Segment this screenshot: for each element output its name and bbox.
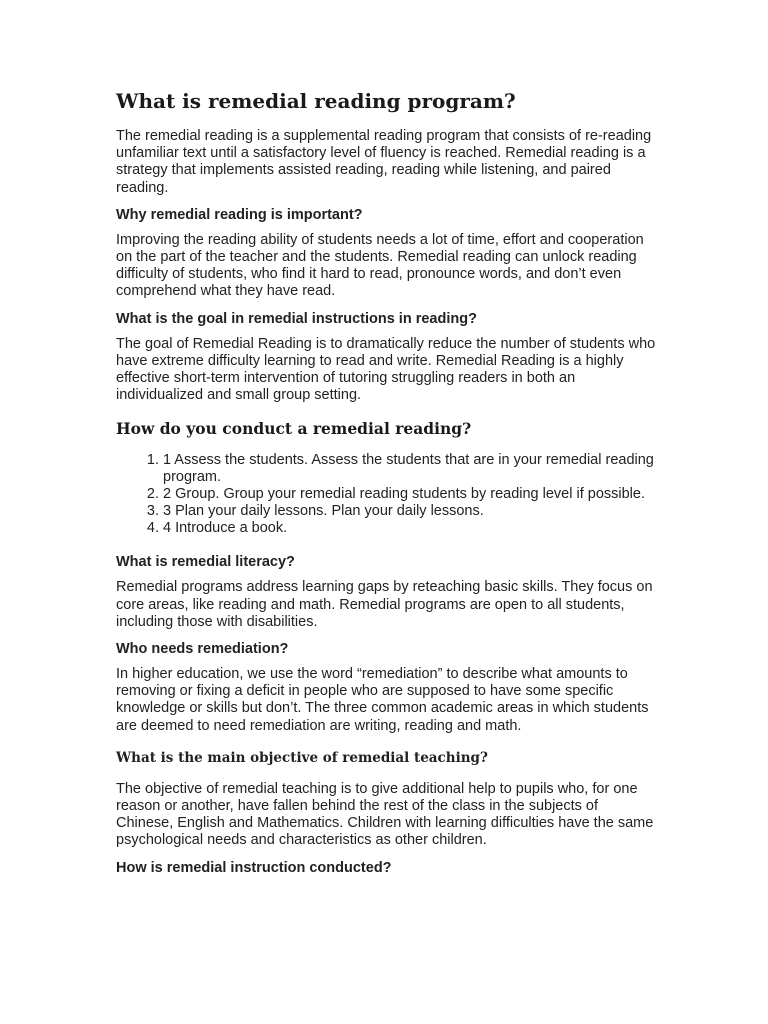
how-heading: How is remedial instruction conducted? — [116, 859, 392, 876]
conduct-step-2: 2. 2 Group. Group your remedial reading students by reading level if possible. — [163, 486, 656, 503]
who-heading: Who needs remediation? — [116, 641, 289, 658]
page-title: What is remedial reading program? — [116, 89, 516, 113]
conduct-step-4: 4. 4 Introduce a book. — [163, 520, 656, 537]
goal-heading: What is the goal in remedial instructions in reading? — [116, 310, 477, 327]
conduct-heading: How do you conduct a remedial reading? — [116, 419, 472, 439]
literacy-paragraph: Remedial programs address learning gaps by reteaching basic skills. They focus on core areas, like reading and math. Remedial programs are open to all students, including those with disabilities. — [116, 579, 653, 630]
intro-paragraph: The remedial reading is a supplemental reading program that consists of re-reading unfamiliar text until a satisfactory level of fluency is reached. Remedial reading is a strategy that implements assisted reading, reading while listening, and paired reading. — [116, 128, 652, 196]
goal-paragraph: The goal of Remedial Reading is to dramatically reduce the number of students who have extreme difficulty learning to read and write. Remedial Reading is a highly effective short-term intervention of tutoring struggling readers in both an individualized and small group setting. — [116, 335, 656, 404]
objective-heading: What is the main objective of remedial teaching? — [116, 749, 488, 766]
who-paragraph: In higher education, we use the word “remediation” to describe what amounts to removing or fixing a deficit in people who are supposed to have some specific knowledge or skills but don’t. The three common academic areas in which students are deemed to need remediation are writing, reading and math. — [116, 666, 649, 734]
document-page — [116, 88, 656, 885]
conduct-step-1: 1. 1 Assess the students. Assess the students that are in your remedial reading program. — [163, 452, 656, 486]
why-heading: Why remedial reading is important? — [116, 206, 363, 223]
literacy-heading: What is remedial literacy? — [116, 554, 295, 571]
objective-paragraph: The objective of remedial teaching is to give additional help to pupils who, for one reason or another, have fallen behind the rest of the class in the subjects of Chinese, English and Mathematics. Children with learning difficulties have the same psychological needs and characteristics as other children. — [116, 780, 654, 849]
conduct-steps-list — [116, 452, 656, 537]
conduct-step-3: 3. 3 Plan your daily lessons. Plan your daily lessons. — [163, 503, 656, 520]
why-paragraph: Improving the reading ability of students needs a lot of time, effort and cooperation on the part of the teacher and the students. Remedial reading can unlock reading difficulty of students, who find it hard to read, pronounce words, and don’t even comprehend what they have read. — [116, 231, 644, 300]
